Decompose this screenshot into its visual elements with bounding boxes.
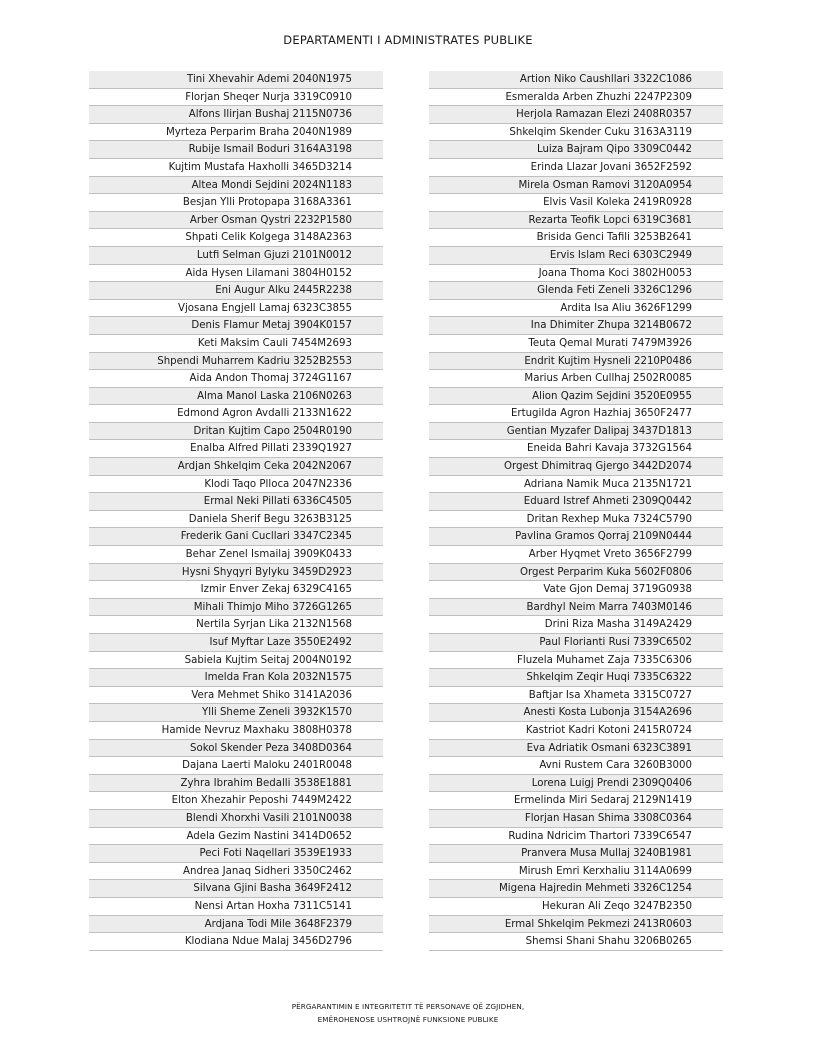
list-item: Mirela Osman Ramovi 3120A0954 bbox=[429, 177, 723, 195]
list-item: Adela Gezim Nastini 3414D0652 bbox=[89, 828, 383, 846]
list-item: Ina Dhimiter Zhupa 3214B0672 bbox=[429, 317, 723, 335]
list-item: Mihali Thimjo Miho 3726G1265 bbox=[89, 599, 383, 617]
list-item: Enalba Alfred Pillati 2339Q1927 bbox=[89, 440, 383, 458]
list-item: Elton Xhezahir Peposhi 7449M2422 bbox=[89, 792, 383, 810]
list-item: Shpendi Muharrem Kadriu 3252B2553 bbox=[89, 353, 383, 371]
list-item: Marius Arben Cullhaj 2502R0085 bbox=[429, 370, 723, 388]
list-item: Besjan Ylli Protopapa 3168A3361 bbox=[89, 194, 383, 212]
list-item: Altea Mondi Sejdini 2024N1183 bbox=[89, 177, 383, 195]
list-item: Rezarta Teofik Lopci 6319C3681 bbox=[429, 212, 723, 230]
list-item: Adriana Namik Muca 2135N1721 bbox=[429, 476, 723, 494]
list-item: Shkelqim Skender Cuku 3163A3119 bbox=[429, 124, 723, 142]
list-item: Paul Florianti Rusi 7339C6502 bbox=[429, 634, 723, 652]
page-title: DEPARTAMENTI I ADMINISTRATES PUBLIKE bbox=[283, 33, 533, 47]
list-item: Shpati Celik Kolgega 3148A2363 bbox=[89, 229, 383, 247]
list-item: Frederik Gani Cucllari 3347C2345 bbox=[89, 528, 383, 546]
list-item: Orgest Perparim Kuka 5602F0806 bbox=[429, 564, 723, 582]
list-item: Glenda Feti Zeneli 3326C1296 bbox=[429, 282, 723, 300]
list-item: Pranvera Musa Mullaj 3240B1981 bbox=[429, 845, 723, 863]
list-item: Dritan Kujtim Capo 2504R0190 bbox=[89, 423, 383, 441]
list-item: Fluzela Muhamet Zaja 7335C6306 bbox=[429, 652, 723, 670]
list-item: Zyhra Ibrahim Bedalli 3538E1881 bbox=[89, 775, 383, 793]
list-item: Arber Hyqmet Vreto 3656F2799 bbox=[429, 546, 723, 564]
list-item: Eneida Bahri Kavaja 3732G1564 bbox=[429, 440, 723, 458]
list-item: Arber Osman Qystri 2232P1580 bbox=[89, 212, 383, 230]
list-item: Myrteza Perparim Braha 2040N1989 bbox=[89, 124, 383, 142]
list-item: Blendi Xhorxhi Vasili 2101N0038 bbox=[89, 810, 383, 828]
list-item: Ylli Sheme Zeneli 3932K1570 bbox=[89, 704, 383, 722]
list-item: Baftjar Isa Xhameta 3315C0727 bbox=[429, 687, 723, 705]
list-item: Klodiana Ndue Malaj 3456D2796 bbox=[89, 933, 383, 951]
footer-line-1: PËRGARANTIMIN E INTEGRITETIT TË PERSONAVE QË ZGJIDHEN, bbox=[291, 1002, 525, 1011]
list-item: Luiza Bajram Qipo 3309C0442 bbox=[429, 141, 723, 159]
list-item: Andrea Janaq Sidheri 3350C2462 bbox=[89, 863, 383, 881]
list-item: Aida Hysen Lilamani 3804H0152 bbox=[89, 265, 383, 283]
list-item: Vjosana Engjell Lamaj 6323C3855 bbox=[89, 300, 383, 318]
footer-line-2: EMËROHENOSE USHTROJNË FUNKSIONE PUBLIKE bbox=[317, 1015, 499, 1024]
list-item: Imelda Fran Kola 2032N1575 bbox=[89, 669, 383, 687]
list-item: Hamide Nevruz Maxhaku 3808H0378 bbox=[89, 722, 383, 740]
list-item: Izmir Enver Zekaj 6329C4165 bbox=[89, 581, 383, 599]
list-item: Shkelqim Zeqir Huqi 7335C6322 bbox=[429, 669, 723, 687]
list-item: Erinda Llazar Jovani 3652F2592 bbox=[429, 159, 723, 177]
list-item: Alma Manol Laska 2106N0263 bbox=[89, 388, 383, 406]
list-item: Sokol Skender Peza 3408D0364 bbox=[89, 740, 383, 758]
list-item: Dritan Rexhep Muka 7324C5790 bbox=[429, 511, 723, 529]
list-item: Anesti Kosta Lubonja 3154A2696 bbox=[429, 704, 723, 722]
list-item: Keti Maksim Cauli 7454M2693 bbox=[89, 335, 383, 353]
list-item: Peci Foti Naqellari 3539E1933 bbox=[89, 845, 383, 863]
list-item: Rudina Ndricim Thartori 7339C6547 bbox=[429, 828, 723, 846]
list-item: Alion Qazim Sejdini 3520E0955 bbox=[429, 388, 723, 406]
list-item: Lutfi Selman Gjuzi 2101N0012 bbox=[89, 247, 383, 265]
list-item: Rubije Ismail Boduri 3164A3198 bbox=[89, 141, 383, 159]
list-item: Silvana Gjini Basha 3649F2412 bbox=[89, 880, 383, 898]
list-item: Shemsi Shani Shahu 3206B0265 bbox=[429, 933, 723, 951]
list-item: Esmeralda Arben Zhuzhi 2247P2309 bbox=[429, 89, 723, 107]
list-item: Florjan Hasan Shima 3308C0364 bbox=[429, 810, 723, 828]
list-item: Migena Hajredin Mehmeti 3326C1254 bbox=[429, 880, 723, 898]
list-item: Daniela Sherif Begu 3263B3125 bbox=[89, 511, 383, 529]
left-name-column bbox=[89, 71, 383, 951]
list-item: Kujtim Mustafa Haxholli 3465D3214 bbox=[89, 159, 383, 177]
list-item: Denis Flamur Metaj 3904K0157 bbox=[89, 317, 383, 335]
list-item: Ertugilda Agron Hazhiaj 3650F2477 bbox=[429, 405, 723, 423]
list-item: Mirush Emri Kerxhaliu 3114A0699 bbox=[429, 863, 723, 881]
list-item: Bardhyl Neim Marra 7403M0146 bbox=[429, 599, 723, 617]
list-item: Gentian Myzafer Dalipaj 3437D1813 bbox=[429, 423, 723, 441]
list-item: Elvis Vasil Koleka 2419R0928 bbox=[429, 194, 723, 212]
list-item: Avni Rustem Cara 3260B3000 bbox=[429, 757, 723, 775]
list-item: Orgest Dhimitraq Gjergo 3442D2074 bbox=[429, 458, 723, 476]
list-item: Vera Mehmet Shiko 3141A2036 bbox=[89, 687, 383, 705]
list-item: Eva Adriatik Osmani 6323C3891 bbox=[429, 740, 723, 758]
list-item: Aida Andon Thomaj 3724G1167 bbox=[89, 370, 383, 388]
list-item: Ardjan Shkelqim Ceka 2042N2067 bbox=[89, 458, 383, 476]
list-item: Nensi Artan Hoxha 7311C5141 bbox=[89, 898, 383, 916]
list-item: Joana Thoma Koci 3802H0053 bbox=[429, 265, 723, 283]
list-item: Alfons Ilirjan Bushaj 2115N0736 bbox=[89, 106, 383, 124]
list-item: Hekuran Ali Zeqo 3247B2350 bbox=[429, 898, 723, 916]
list-item: Dajana Laerti Maloku 2401R0048 bbox=[89, 757, 383, 775]
list-item: Tini Xhevahir Ademi 2040N1975 bbox=[89, 71, 383, 89]
list-item: Teuta Qemal Murati 7479M3926 bbox=[429, 335, 723, 353]
list-item: Ermelinda Miri Sedaraj 2129N1419 bbox=[429, 792, 723, 810]
list-item: Endrit Kujtim Hysneli 2210P0486 bbox=[429, 353, 723, 371]
list-item: Ermal Neki Pillati 6336C4505 bbox=[89, 493, 383, 511]
list-item: Pavlina Gramos Qorraj 2109N0444 bbox=[429, 528, 723, 546]
list-item: Lorena Luigj Prendi 2309Q0406 bbox=[429, 775, 723, 793]
list-item: Isuf Myftar Laze 3550E2492 bbox=[89, 634, 383, 652]
list-item: Behar Zenel Ismailaj 3909K0433 bbox=[89, 546, 383, 564]
list-item: Ervis Islam Reci 6303C2949 bbox=[429, 247, 723, 265]
list-item: Eduard Istref Ahmeti 2309Q0442 bbox=[429, 493, 723, 511]
right-name-column bbox=[429, 71, 723, 951]
list-item: Brisida Genci Tafili 3253B2641 bbox=[429, 229, 723, 247]
list-item: Ermal Shkelqim Pekmezi 2413R0603 bbox=[429, 916, 723, 934]
list-item: Klodi Taqo Plloca 2047N2336 bbox=[89, 476, 383, 494]
list-item: Nertila Syrjan Lika 2132N1568 bbox=[89, 616, 383, 634]
footer bbox=[0, 1000, 816, 1026]
list-item: Vate Gjon Demaj 3719G0938 bbox=[429, 581, 723, 599]
list-item: Edmond Agron Avdalli 2133N1622 bbox=[89, 405, 383, 423]
list-item: Ardjana Todi Mile 3648F2379 bbox=[89, 916, 383, 934]
list-item: Florjan Sheqer Nurja 3319C0910 bbox=[89, 89, 383, 107]
list-item: Drini Riza Masha 3149A2429 bbox=[429, 616, 723, 634]
list-item: Hysni Shyqyri Bylyku 3459D2923 bbox=[89, 564, 383, 582]
list-item: Eni Augur Alku 2445R2238 bbox=[89, 282, 383, 300]
list-item: Ardita Isa Aliu 3626F1299 bbox=[429, 300, 723, 318]
list-item: Herjola Ramazan Elezi 2408R0357 bbox=[429, 106, 723, 124]
list-item: Artion Niko Caushllari 3322C1086 bbox=[429, 71, 723, 89]
list-item: Sabiela Kujtim Seitaj 2004N0192 bbox=[89, 652, 383, 670]
list-item: Kastriot Kadri Kotoni 2415R0724 bbox=[429, 722, 723, 740]
